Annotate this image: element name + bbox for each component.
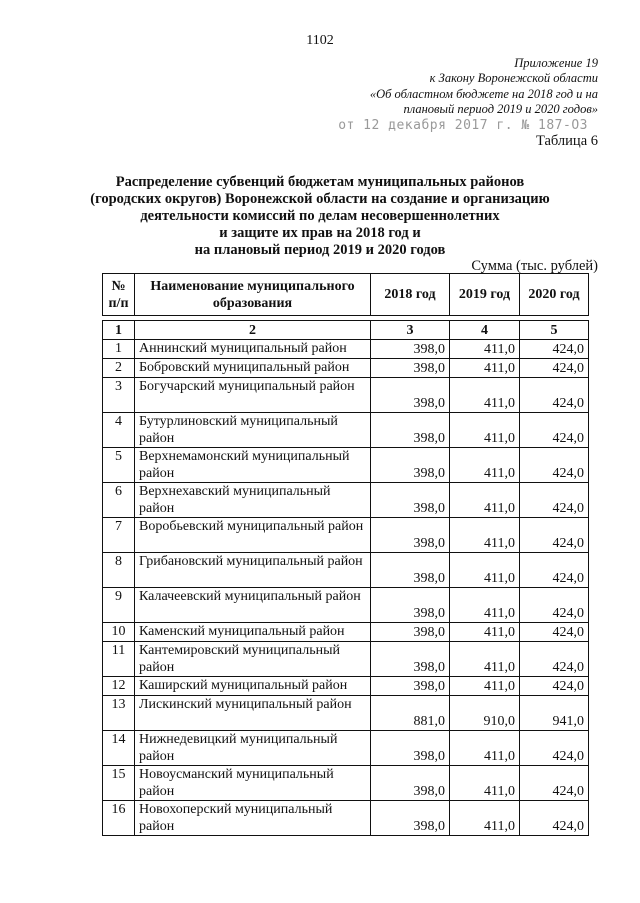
row-number: 9	[103, 588, 135, 623]
column-index: 5	[520, 321, 589, 340]
value-2020: 424,0	[520, 588, 589, 623]
value-2020: 424,0	[520, 677, 589, 696]
value-2018: 398,0	[371, 553, 450, 588]
table-row	[103, 801, 589, 836]
district-name: Калачеевский муниципальный район	[135, 588, 371, 623]
row-number: 8	[103, 553, 135, 588]
row-number: 15	[103, 766, 135, 801]
table-row	[103, 413, 589, 448]
row-number: 11	[103, 642, 135, 677]
value-2018: 398,0	[371, 359, 450, 378]
value-2019: 411,0	[450, 623, 520, 642]
row-number: 7	[103, 518, 135, 553]
value-2020: 424,0	[520, 448, 589, 483]
row-number: 16	[103, 801, 135, 836]
value-2018: 398,0	[371, 642, 450, 677]
row-number: 4	[103, 413, 135, 448]
table-header-row	[103, 274, 589, 316]
column-index: 4	[450, 321, 520, 340]
value-2018: 398,0	[371, 731, 450, 766]
value-2020: 424,0	[520, 801, 589, 836]
district-name: Бобровский муниципальный район	[135, 359, 371, 378]
value-2019: 411,0	[450, 553, 520, 588]
row-number: 14	[103, 731, 135, 766]
district-name: Аннинский муниципальный район	[135, 340, 371, 359]
value-2019: 411,0	[450, 588, 520, 623]
value-2020: 424,0	[520, 378, 589, 413]
value-2020: 424,0	[520, 642, 589, 677]
header-2018: 2018 год	[371, 274, 450, 316]
value-2019: 411,0	[450, 340, 520, 359]
value-2018: 881,0	[371, 696, 450, 731]
page-number: 1102	[306, 33, 334, 48]
value-2018: 398,0	[371, 448, 450, 483]
row-number: 13	[103, 696, 135, 731]
title-line: на плановый период 2019 и 2020 годов	[194, 242, 446, 258]
value-2019: 411,0	[450, 801, 520, 836]
value-2018: 398,0	[371, 483, 450, 518]
subsidy-table	[102, 273, 589, 836]
appendix-line: к Закону Воронежской области	[429, 71, 598, 86]
table-row	[103, 623, 589, 642]
value-2020: 424,0	[520, 623, 589, 642]
district-name: Воробьевский муниципальный район	[135, 518, 371, 553]
table-row	[103, 766, 589, 801]
value-2018: 398,0	[371, 677, 450, 696]
district-name: Богучарский муниципальный район	[135, 378, 371, 413]
header-2020: 2020 год	[520, 274, 589, 316]
district-name: Верхнехавский муниципальный район	[135, 483, 371, 518]
table-row	[103, 483, 589, 518]
title-line: деятельности комиссий по делам несовершеннолетних	[140, 208, 500, 224]
table-row	[103, 378, 589, 413]
district-name: Новохоперский муниципальный район	[135, 801, 371, 836]
table-label: Таблица 6	[535, 133, 598, 149]
document-title	[90, 174, 550, 259]
value-2018: 398,0	[371, 518, 450, 553]
table-row	[103, 731, 589, 766]
value-2019: 411,0	[450, 413, 520, 448]
header-2019: 2019 год	[450, 274, 520, 316]
district-name: Каширский муниципальный район	[135, 677, 371, 696]
value-2020: 424,0	[520, 483, 589, 518]
value-2018: 398,0	[371, 801, 450, 836]
title-line: и защите их прав на 2018 год и	[219, 225, 421, 241]
value-2018: 398,0	[371, 623, 450, 642]
district-name: Нижнедевицкий муниципальный район	[135, 731, 371, 766]
table-row	[103, 696, 589, 731]
district-name: Кантемировский муниципальный район	[135, 642, 371, 677]
district-name: Лискинский муниципальный район	[135, 696, 371, 731]
district-name: Бутурлиновский муниципальный район	[135, 413, 371, 448]
table-row	[103, 677, 589, 696]
appendix-note	[370, 56, 598, 117]
district-name: Новоусманский муниципальный район	[135, 766, 371, 801]
district-name: Верхнемамонский муниципальный район	[135, 448, 371, 483]
table-row	[103, 448, 589, 483]
units-label: Сумма (тыс. рублей)	[471, 258, 598, 274]
row-number: 1	[103, 340, 135, 359]
appendix-line: «Об областном бюджете на 2018 год и на	[369, 86, 598, 101]
value-2019: 411,0	[450, 677, 520, 696]
value-2020: 941,0	[520, 696, 589, 731]
value-2019: 411,0	[450, 378, 520, 413]
header-name: Наименование муниципального образования	[135, 274, 371, 316]
value-2019: 411,0	[450, 731, 520, 766]
table-row	[103, 340, 589, 359]
column-index-row	[103, 321, 589, 340]
table-row	[103, 553, 589, 588]
law-date-stamp: от 12 декабря 2017 г. № 187-ОЗ	[338, 118, 588, 133]
appendix-line: Приложение 19	[514, 56, 598, 70]
district-name: Каменский муниципальный район	[135, 623, 371, 642]
value-2020: 424,0	[520, 359, 589, 378]
value-2019: 411,0	[450, 766, 520, 801]
value-2019: 411,0	[450, 448, 520, 483]
appendix-line: плановый период 2019 и 2020 годов»	[403, 101, 598, 116]
value-2020: 424,0	[520, 731, 589, 766]
value-2018: 398,0	[371, 766, 450, 801]
value-2020: 424,0	[520, 340, 589, 359]
row-number: 5	[103, 448, 135, 483]
value-2019: 411,0	[450, 642, 520, 677]
value-2018: 398,0	[371, 588, 450, 623]
value-2020: 424,0	[520, 413, 589, 448]
value-2020: 424,0	[520, 553, 589, 588]
table-row	[103, 642, 589, 677]
title-line: (городских округов) Воронежской области на создание и организацию	[90, 191, 550, 207]
row-number: 3	[103, 378, 135, 413]
value-2018: 398,0	[371, 413, 450, 448]
row-number: 12	[103, 677, 135, 696]
value-2019: 910,0	[450, 696, 520, 731]
value-2019: 411,0	[450, 483, 520, 518]
table-row	[103, 588, 589, 623]
value-2019: 411,0	[450, 518, 520, 553]
value-2018: 398,0	[371, 378, 450, 413]
value-2018: 398,0	[371, 340, 450, 359]
value-2020: 424,0	[520, 518, 589, 553]
title-line: Распределение субвенций бюджетам муниципальных районов	[115, 174, 525, 190]
column-index: 1	[103, 321, 135, 340]
value-2019: 411,0	[450, 359, 520, 378]
table-row	[103, 518, 589, 553]
row-number: 10	[103, 623, 135, 642]
row-number: 6	[103, 483, 135, 518]
district-name: Грибановский муниципальный район	[135, 553, 371, 588]
row-number: 2	[103, 359, 135, 378]
header-num: № п/п	[103, 274, 135, 316]
table-row	[103, 359, 589, 378]
column-index: 3	[371, 321, 450, 340]
value-2020: 424,0	[520, 766, 589, 801]
column-index: 2	[135, 321, 371, 340]
